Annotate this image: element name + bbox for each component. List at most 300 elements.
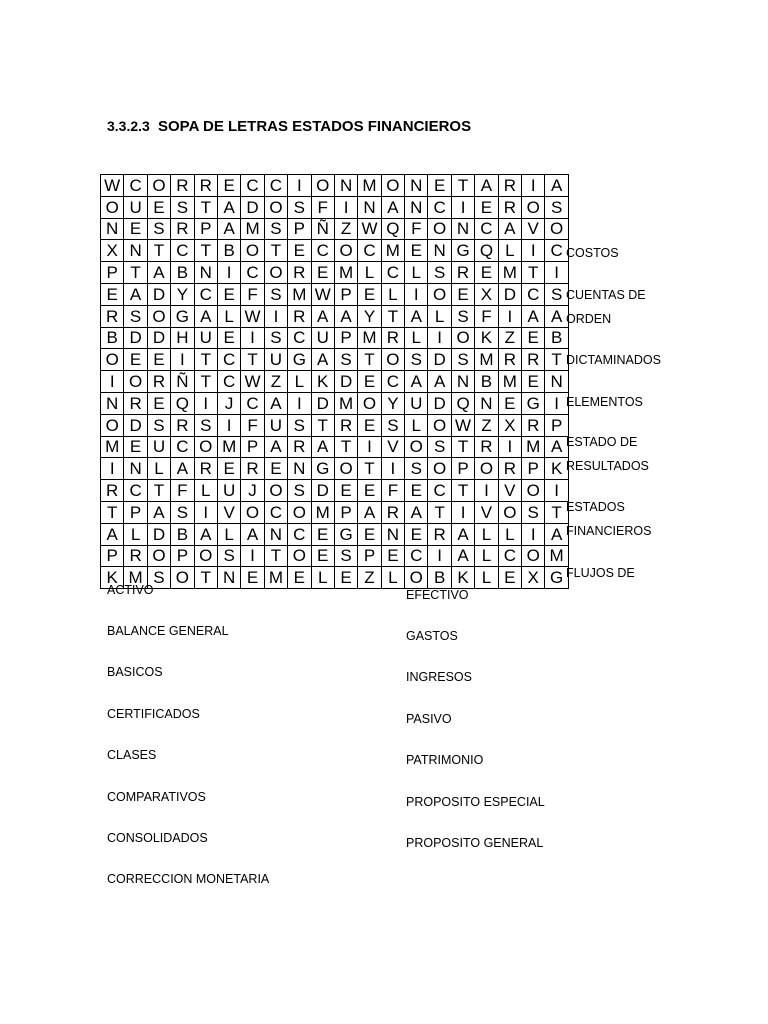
grid-cell[interactable]: O — [264, 262, 287, 284]
grid-cell[interactable]: A — [545, 305, 568, 327]
grid-cell[interactable]: M — [334, 392, 357, 414]
grid-cell[interactable]: R — [101, 305, 124, 327]
grid-cell[interactable]: F — [241, 414, 264, 436]
grid-cell[interactable]: C — [124, 480, 147, 502]
grid-cell[interactable]: R — [171, 414, 194, 436]
grid-cell[interactable]: R — [194, 175, 217, 197]
grid-cell[interactable]: A — [311, 436, 334, 458]
grid-cell[interactable]: A — [545, 175, 568, 197]
grid-cell[interactable]: I — [522, 523, 545, 545]
grid-cell[interactable]: W — [241, 305, 264, 327]
grid-cell[interactable]: E — [498, 392, 521, 414]
grid-cell[interactable]: B — [217, 240, 240, 262]
grid-cell[interactable]: O — [194, 545, 217, 567]
grid-cell[interactable]: A — [451, 545, 474, 567]
grid-cell[interactable]: P — [451, 458, 474, 480]
grid-cell[interactable]: S — [428, 436, 451, 458]
grid-cell[interactable]: D — [124, 327, 147, 349]
grid-cell[interactable]: C — [475, 218, 498, 240]
grid-cell[interactable]: S — [451, 349, 474, 371]
grid-cell[interactable]: V — [475, 501, 498, 523]
grid-cell[interactable]: G — [451, 240, 474, 262]
grid-cell[interactable]: M — [381, 240, 404, 262]
grid-cell[interactable]: T — [241, 349, 264, 371]
grid-cell[interactable]: O — [101, 414, 124, 436]
grid-cell[interactable]: I — [217, 414, 240, 436]
grid-cell[interactable]: O — [428, 414, 451, 436]
grid-cell[interactable]: T — [194, 240, 217, 262]
grid-cell[interactable]: L — [428, 305, 451, 327]
grid-cell[interactable]: L — [405, 414, 428, 436]
grid-cell[interactable]: D — [334, 371, 357, 393]
grid-cell[interactable]: C — [545, 240, 568, 262]
grid-cell[interactable]: D — [124, 414, 147, 436]
grid-cell[interactable]: K — [101, 567, 124, 589]
grid-cell[interactable]: M — [124, 567, 147, 589]
grid-cell[interactable]: S — [522, 501, 545, 523]
grid-cell[interactable]: K — [311, 371, 334, 393]
grid-cell[interactable]: O — [147, 545, 170, 567]
grid-cell[interactable]: R — [428, 523, 451, 545]
grid-cell[interactable]: P — [124, 501, 147, 523]
grid-cell[interactable]: L — [358, 262, 381, 284]
grid-cell[interactable]: T — [381, 305, 404, 327]
grid-cell[interactable]: N — [288, 458, 311, 480]
grid-cell[interactable]: N — [475, 392, 498, 414]
grid-cell[interactable]: N — [381, 523, 404, 545]
grid-cell[interactable]: M — [311, 501, 334, 523]
grid-cell[interactable]: E — [288, 240, 311, 262]
grid-cell[interactable]: B — [101, 327, 124, 349]
grid-cell[interactable]: L — [124, 523, 147, 545]
grid-cell[interactable]: R — [498, 349, 521, 371]
grid-cell[interactable]: M — [358, 327, 381, 349]
grid-cell[interactable]: S — [381, 414, 404, 436]
grid-cell[interactable]: C — [428, 480, 451, 502]
grid-cell[interactable]: O — [451, 327, 474, 349]
grid-cell[interactable]: E — [358, 371, 381, 393]
grid-cell[interactable]: Q — [381, 218, 404, 240]
grid-cell[interactable]: I — [428, 545, 451, 567]
grid-cell[interactable]: P — [288, 218, 311, 240]
grid-cell[interactable]: I — [475, 480, 498, 502]
grid-cell[interactable]: C — [194, 283, 217, 305]
grid-cell[interactable]: U — [264, 414, 287, 436]
grid-cell[interactable]: E — [358, 480, 381, 502]
grid-cell[interactable]: O — [264, 480, 287, 502]
grid-cell[interactable]: C — [264, 175, 287, 197]
grid-cell[interactable]: L — [217, 523, 240, 545]
grid-cell[interactable]: O — [124, 371, 147, 393]
grid-cell[interactable]: C — [381, 262, 404, 284]
grid-cell[interactable]: S — [288, 196, 311, 218]
grid-cell[interactable]: R — [522, 414, 545, 436]
grid-cell[interactable]: E — [405, 523, 428, 545]
grid-cell[interactable]: N — [334, 175, 357, 197]
grid-cell[interactable]: O — [171, 567, 194, 589]
grid-cell[interactable]: A — [451, 523, 474, 545]
grid-cell[interactable]: T — [451, 480, 474, 502]
grid-cell[interactable]: X — [475, 283, 498, 305]
grid-cell[interactable]: E — [475, 262, 498, 284]
grid-cell[interactable]: R — [147, 371, 170, 393]
grid-cell[interactable]: Ñ — [171, 371, 194, 393]
grid-cell[interactable]: M — [498, 262, 521, 284]
grid-cell[interactable]: G — [311, 458, 334, 480]
grid-cell[interactable]: D — [311, 392, 334, 414]
grid-cell[interactable]: I — [101, 371, 124, 393]
grid-cell[interactable]: N — [428, 240, 451, 262]
grid-cell[interactable]: E — [381, 545, 404, 567]
grid-cell[interactable]: I — [101, 458, 124, 480]
grid-cell[interactable]: Z — [358, 567, 381, 589]
grid-cell[interactable]: O — [241, 501, 264, 523]
grid-cell[interactable]: A — [475, 175, 498, 197]
grid-cell[interactable]: R — [498, 196, 521, 218]
grid-cell[interactable]: R — [101, 480, 124, 502]
grid-cell[interactable]: I — [405, 283, 428, 305]
grid-cell[interactable]: T — [194, 567, 217, 589]
grid-cell[interactable]: E — [405, 480, 428, 502]
grid-cell[interactable]: D — [428, 392, 451, 414]
grid-cell[interactable]: P — [101, 262, 124, 284]
grid-cell[interactable]: S — [288, 414, 311, 436]
grid-cell[interactable]: C — [381, 371, 404, 393]
grid-cell[interactable]: B — [428, 567, 451, 589]
grid-cell[interactable]: A — [545, 523, 568, 545]
grid-cell[interactable]: S — [428, 262, 451, 284]
grid-cell[interactable]: A — [264, 436, 287, 458]
grid-cell[interactable]: C — [171, 436, 194, 458]
grid-cell[interactable]: P — [101, 545, 124, 567]
grid-cell[interactable]: S — [451, 305, 474, 327]
grid-cell[interactable]: E — [311, 262, 334, 284]
grid-cell[interactable]: A — [311, 349, 334, 371]
grid-cell[interactable]: A — [194, 523, 217, 545]
grid-cell[interactable]: O — [288, 501, 311, 523]
grid-cell[interactable]: I — [334, 196, 357, 218]
grid-cell[interactable]: R — [124, 392, 147, 414]
grid-cell[interactable]: P — [194, 218, 217, 240]
grid-cell[interactable]: S — [264, 283, 287, 305]
grid-cell[interactable]: S — [334, 349, 357, 371]
grid-cell[interactable]: M — [288, 283, 311, 305]
grid-cell[interactable]: A — [381, 196, 404, 218]
grid-cell[interactable]: S — [405, 458, 428, 480]
grid-cell[interactable]: E — [498, 567, 521, 589]
grid-cell[interactable]: Q — [171, 392, 194, 414]
grid-cell[interactable]: E — [124, 436, 147, 458]
grid-cell[interactable]: E — [124, 218, 147, 240]
grid-cell[interactable]: I — [381, 458, 404, 480]
grid-cell[interactable]: A — [358, 501, 381, 523]
grid-cell[interactable]: M — [358, 175, 381, 197]
grid-cell[interactable]: A — [241, 523, 264, 545]
grid-cell[interactable]: E — [522, 327, 545, 349]
grid-cell[interactable]: O — [334, 458, 357, 480]
grid-cell[interactable]: R — [334, 414, 357, 436]
grid-cell[interactable]: C — [241, 175, 264, 197]
grid-cell[interactable]: F — [171, 480, 194, 502]
grid-cell[interactable]: A — [311, 305, 334, 327]
grid-cell[interactable]: O — [147, 305, 170, 327]
grid-cell[interactable]: V — [498, 480, 521, 502]
grid-cell[interactable]: E — [147, 349, 170, 371]
grid-cell[interactable]: V — [522, 218, 545, 240]
grid-cell[interactable]: P — [171, 545, 194, 567]
grid-cell[interactable]: X — [522, 567, 545, 589]
grid-cell[interactable]: T — [358, 458, 381, 480]
grid-cell[interactable]: E — [451, 283, 474, 305]
grid-cell[interactable]: E — [358, 523, 381, 545]
grid-cell[interactable]: C — [264, 501, 287, 523]
grid-cell[interactable]: N — [101, 392, 124, 414]
grid-cell[interactable]: K — [545, 458, 568, 480]
grid-cell[interactable]: O — [545, 218, 568, 240]
grid-cell[interactable]: B — [171, 262, 194, 284]
grid-cell[interactable]: W — [101, 175, 124, 197]
grid-cell[interactable]: O — [264, 196, 287, 218]
grid-cell[interactable]: E — [358, 414, 381, 436]
grid-cell[interactable]: I — [217, 262, 240, 284]
grid-cell[interactable]: E — [428, 175, 451, 197]
grid-cell[interactable]: M — [241, 218, 264, 240]
grid-cell[interactable]: E — [264, 458, 287, 480]
grid-cell[interactable]: F — [311, 196, 334, 218]
grid-cell[interactable]: R — [288, 305, 311, 327]
grid-cell[interactable]: P — [522, 458, 545, 480]
grid-cell[interactable]: Z — [498, 327, 521, 349]
grid-cell[interactable]: C — [405, 545, 428, 567]
grid-cell[interactable]: O — [428, 218, 451, 240]
grid-cell[interactable]: E — [217, 458, 240, 480]
grid-cell[interactable]: S — [147, 567, 170, 589]
grid-cell[interactable]: E — [147, 196, 170, 218]
grid-cell[interactable]: A — [217, 196, 240, 218]
grid-cell[interactable]: R — [522, 349, 545, 371]
grid-cell[interactable]: T — [545, 349, 568, 371]
grid-cell[interactable]: I — [241, 545, 264, 567]
grid-cell[interactable]: T — [311, 414, 334, 436]
grid-cell[interactable]: O — [381, 175, 404, 197]
grid-cell[interactable]: B — [171, 523, 194, 545]
grid-cell[interactable]: V — [381, 436, 404, 458]
grid-cell[interactable]: A — [101, 523, 124, 545]
grid-cell[interactable]: L — [381, 567, 404, 589]
grid-cell[interactable]: S — [264, 327, 287, 349]
grid-cell[interactable]: E — [522, 371, 545, 393]
grid-cell[interactable]: L — [475, 523, 498, 545]
grid-cell[interactable]: O — [288, 545, 311, 567]
grid-cell[interactable]: U — [217, 480, 240, 502]
grid-cell[interactable]: E — [241, 567, 264, 589]
grid-cell[interactable]: D — [311, 480, 334, 502]
grid-cell[interactable]: I — [522, 240, 545, 262]
grid-cell[interactable]: O — [522, 196, 545, 218]
grid-cell[interactable]: T — [522, 262, 545, 284]
grid-cell[interactable]: I — [264, 305, 287, 327]
grid-cell[interactable]: F — [475, 305, 498, 327]
grid-cell[interactable]: I — [545, 262, 568, 284]
grid-cell[interactable]: W — [451, 414, 474, 436]
grid-cell[interactable]: Y — [381, 392, 404, 414]
grid-cell[interactable]: I — [288, 175, 311, 197]
grid-cell[interactable]: Q — [475, 240, 498, 262]
grid-cell[interactable]: A — [405, 305, 428, 327]
grid-cell[interactable]: P — [334, 501, 357, 523]
grid-cell[interactable]: S — [194, 414, 217, 436]
grid-cell[interactable]: N — [545, 371, 568, 393]
grid-cell[interactable]: E — [311, 545, 334, 567]
grid-cell[interactable]: E — [334, 567, 357, 589]
grid-cell[interactable]: B — [545, 327, 568, 349]
grid-cell[interactable]: M — [498, 371, 521, 393]
grid-cell[interactable]: S — [171, 196, 194, 218]
grid-cell[interactable]: T — [264, 545, 287, 567]
grid-cell[interactable]: F — [381, 480, 404, 502]
grid-cell[interactable]: T — [147, 240, 170, 262]
grid-cell[interactable]: C — [241, 392, 264, 414]
grid-cell[interactable]: E — [288, 567, 311, 589]
grid-cell[interactable]: P — [334, 327, 357, 349]
grid-cell[interactable]: L — [405, 262, 428, 284]
grid-cell[interactable]: T — [124, 262, 147, 284]
grid-cell[interactable]: S — [288, 480, 311, 502]
grid-cell[interactable]: I — [194, 392, 217, 414]
grid-cell[interactable]: L — [405, 327, 428, 349]
grid-cell[interactable]: I — [171, 349, 194, 371]
grid-cell[interactable]: R — [498, 458, 521, 480]
grid-cell[interactable]: A — [405, 501, 428, 523]
grid-cell[interactable]: U — [311, 327, 334, 349]
grid-cell[interactable]: L — [147, 458, 170, 480]
grid-cell[interactable]: N — [451, 218, 474, 240]
grid-cell[interactable]: S — [147, 218, 170, 240]
grid-cell[interactable]: G — [171, 305, 194, 327]
grid-cell[interactable]: E — [124, 349, 147, 371]
grid-cell[interactable]: U — [405, 392, 428, 414]
grid-cell[interactable]: O — [358, 392, 381, 414]
grid-cell[interactable]: M — [475, 349, 498, 371]
grid-cell[interactable]: X — [498, 414, 521, 436]
grid-cell[interactable]: R — [124, 545, 147, 567]
grid-cell[interactable]: S — [171, 501, 194, 523]
grid-cell[interactable]: I — [451, 501, 474, 523]
grid-cell[interactable]: S — [147, 414, 170, 436]
grid-cell[interactable]: O — [428, 283, 451, 305]
grid-cell[interactable]: N — [101, 218, 124, 240]
grid-cell[interactable]: V — [217, 501, 240, 523]
grid-cell[interactable]: S — [264, 218, 287, 240]
grid-cell[interactable]: C — [241, 262, 264, 284]
grid-cell[interactable]: L — [475, 545, 498, 567]
grid-cell[interactable]: U — [124, 196, 147, 218]
grid-cell[interactable]: R — [475, 436, 498, 458]
grid-cell[interactable]: W — [358, 218, 381, 240]
grid-cell[interactable]: C — [217, 371, 240, 393]
grid-cell[interactable]: K — [475, 327, 498, 349]
grid-cell[interactable]: U — [264, 349, 287, 371]
grid-cell[interactable]: T — [545, 501, 568, 523]
grid-cell[interactable]: Q — [451, 392, 474, 414]
grid-cell[interactable]: C — [288, 327, 311, 349]
grid-cell[interactable]: C — [498, 545, 521, 567]
grid-cell[interactable]: L — [381, 283, 404, 305]
grid-cell[interactable]: X — [101, 240, 124, 262]
grid-cell[interactable]: R — [288, 436, 311, 458]
grid-cell[interactable]: T — [194, 196, 217, 218]
grid-cell[interactable]: W — [311, 283, 334, 305]
grid-cell[interactable]: B — [475, 371, 498, 393]
grid-cell[interactable]: L — [475, 567, 498, 589]
grid-cell[interactable]: O — [334, 240, 357, 262]
grid-cell[interactable]: A — [264, 392, 287, 414]
grid-cell[interactable]: G — [545, 567, 568, 589]
grid-cell[interactable]: E — [358, 283, 381, 305]
grid-cell[interactable]: L — [217, 305, 240, 327]
grid-cell[interactable]: T — [194, 349, 217, 371]
grid-cell[interactable]: O — [475, 458, 498, 480]
grid-cell[interactable]: P — [334, 283, 357, 305]
grid-cell[interactable]: T — [264, 240, 287, 262]
grid-cell[interactable]: C — [428, 196, 451, 218]
grid-cell[interactable]: D — [147, 523, 170, 545]
grid-cell[interactable]: R — [381, 501, 404, 523]
grid-cell[interactable]: S — [334, 545, 357, 567]
grid-cell[interactable]: D — [147, 327, 170, 349]
grid-cell[interactable]: R — [451, 262, 474, 284]
grid-cell[interactable]: C — [217, 349, 240, 371]
grid-cell[interactable]: Y — [171, 283, 194, 305]
grid-cell[interactable]: P — [358, 545, 381, 567]
grid-cell[interactable]: T — [451, 436, 474, 458]
grid-cell[interactable]: O — [522, 545, 545, 567]
grid-cell[interactable]: I — [194, 501, 217, 523]
grid-cell[interactable]: S — [124, 305, 147, 327]
grid-cell[interactable]: P — [241, 436, 264, 458]
grid-cell[interactable]: G — [334, 523, 357, 545]
grid-cell[interactable]: Z — [475, 414, 498, 436]
grid-cell[interactable]: E — [217, 175, 240, 197]
grid-cell[interactable]: S — [545, 283, 568, 305]
grid-cell[interactable]: N — [405, 196, 428, 218]
grid-cell[interactable]: L — [311, 567, 334, 589]
grid-cell[interactable]: O — [405, 436, 428, 458]
grid-cell[interactable]: M — [217, 436, 240, 458]
grid-cell[interactable]: D — [428, 349, 451, 371]
grid-cell[interactable]: A — [405, 371, 428, 393]
grid-cell[interactable]: G — [522, 392, 545, 414]
grid-cell[interactable]: T — [451, 175, 474, 197]
grid-cell[interactable]: M — [522, 436, 545, 458]
grid-cell[interactable]: C — [522, 283, 545, 305]
grid-cell[interactable]: O — [101, 349, 124, 371]
grid-cell[interactable]: R — [171, 175, 194, 197]
grid-cell[interactable]: O — [381, 349, 404, 371]
grid-cell[interactable]: A — [498, 218, 521, 240]
grid-cell[interactable]: U — [147, 436, 170, 458]
grid-cell[interactable]: R — [241, 458, 264, 480]
grid-cell[interactable]: N — [217, 567, 240, 589]
grid-cell[interactable]: O — [101, 196, 124, 218]
grid-cell[interactable]: I — [241, 327, 264, 349]
grid-cell[interactable]: A — [194, 305, 217, 327]
grid-cell[interactable]: T — [334, 436, 357, 458]
grid-cell[interactable]: C — [171, 240, 194, 262]
grid-cell[interactable]: I — [498, 305, 521, 327]
grid-cell[interactable]: E — [405, 240, 428, 262]
grid-cell[interactable]: Y — [358, 305, 381, 327]
